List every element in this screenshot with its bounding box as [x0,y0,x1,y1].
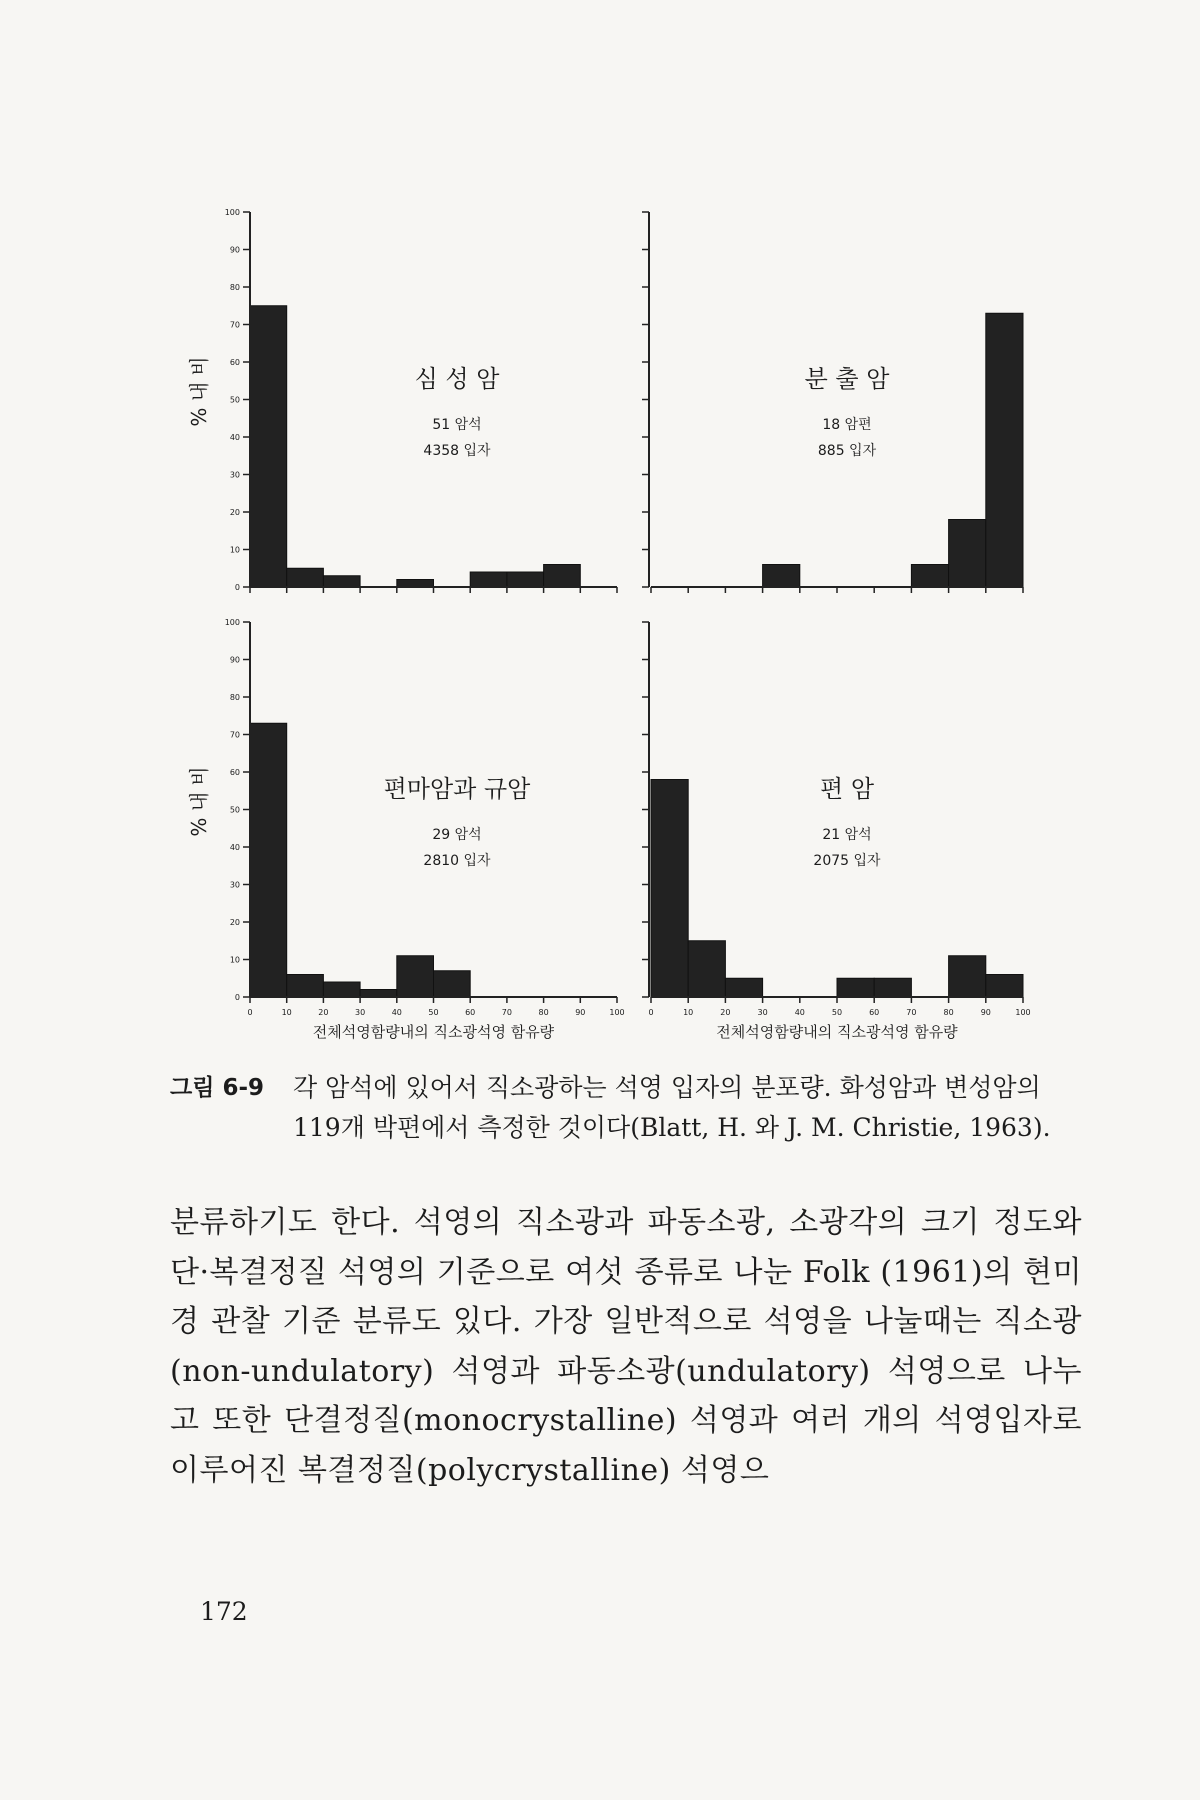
panel-3-bar [434,971,471,997]
panel-4-x-tick-label: 20 [720,1008,731,1017]
panel-3-bar [397,956,434,997]
body-paragraph: 분류하기도 한다. 석영의 직소광과 파동소광, 소광각의 크기 정도와 단·복결정질 석영의 기준으로 여섯 종류로 나눈 Folk (1961)의 현미경 관찰 기준 분류도 있다. 가장 일반적으로 석영을 나눌때는 직소광(non-undulatory) 석영과 파동소광(undulatory) 석영으로 나누고 또한 단결정질(monocrystalline) 석영과 여러 개의 석영입자로 이루어진 복결정질(polycrystalline) 석영으 [170,1205,1082,1488]
panel-3-x-axis-label: 전체석영함량내의 직소광석영 함유량 [312,1023,555,1041]
panel-1-bar [507,572,544,587]
panel-3-y-tick-label: 80 [229,693,240,702]
panel-4-bar [688,941,725,997]
panel-3-y-tick-label: 70 [229,730,240,740]
panel-4-x-tick-label: 40 [794,1008,805,1017]
page-number: 172 [200,1597,248,1626]
panel-4-bar [725,978,762,997]
panel-4-x-axis-label: 전체석영함량내의 직소광석영 함유량 [716,1023,958,1041]
panel-4-x-tick-label: 80 [943,1008,954,1017]
panel-1-y-tick-label: 80 [229,283,240,292]
panel-4-info-line: 21 암석 [822,827,872,843]
panel-1-bar [544,565,581,588]
panel-3-y-axis-label: % 내 비 [187,766,211,837]
panel-4-bar [651,780,688,998]
panel-3-x-tick-label: 30 [355,1008,366,1017]
panel-4-x-tick-label: 60 [869,1008,880,1017]
panel-3-y-tick-label: 30 [229,880,240,890]
panel-3-x-tick-label: 100 [609,1008,625,1017]
panel-4-x-tick-label: 50 [831,1008,843,1017]
panel-3-info-line: 29 암석 [432,827,482,843]
panel-4-bar [949,956,986,997]
panel-1-y-tick-label: 0 [234,583,240,592]
panel-3-x-tick-label: 20 [318,1008,329,1017]
panel-4-info-line: 2075 입자 [813,853,881,869]
panel-4-x-tick-label: 100 [1015,1008,1031,1017]
panel-3-y-tick-label: 100 [224,618,240,627]
panel-3-y-tick-label: 0 [234,993,240,1002]
panel-1-bar [250,306,287,587]
panel-4-bar [874,978,911,997]
panel-1-bar [287,568,324,587]
panel-3-y-tick-label: 10 [229,955,240,965]
panel-1-bar [397,580,434,588]
figure-caption-text: 각 암석에 있어서 직소광하는 석영 입자의 분포량. 화성암과 변성암의 119개 박편에서 측정한 것이다(Blatt, H. 와 J. M. Christie, 1963). [293,1073,1051,1142]
panel-3-x-tick-label: 40 [391,1008,402,1017]
panel-3-bar [360,990,397,998]
panel-3-bar [323,982,360,997]
panel-1-y-axis-label: % 내 비 [187,356,211,427]
panel-3-y-tick-label: 50 [229,805,240,815]
panel-4-title: 편 암 [820,775,874,803]
panel-4-x-tick-label: 90 [980,1008,991,1017]
panel-1-y-tick-label: 50 [229,395,240,405]
panel-1-y-tick-label: 40 [229,433,240,442]
panel-2-info-line: 18 암편 [822,417,872,433]
panel-1-title: 심 성 암 [414,365,500,393]
panel-1-info-line: 4358 입자 [423,443,491,459]
panel-2-bar [986,313,1023,587]
panel-4-bar [837,978,874,997]
panel-1-y-tick-label: 70 [229,320,240,330]
panel-3-y-tick-label: 90 [229,655,240,665]
panel-2-bar [763,565,800,588]
panel-3-x-tick-label: 80 [538,1008,549,1017]
panel-1-y-tick-label: 20 [229,508,240,517]
figure-caption-number: 그림 6-9 [170,1075,264,1101]
panel-1-y-tick-label: 60 [229,358,240,367]
panel-3-x-tick-label: 70 [501,1008,512,1017]
panel-4-bar [986,975,1023,998]
panel-3-y-tick-label: 20 [229,918,240,927]
panel-4-x-tick-label: 70 [906,1008,917,1017]
figure-caption [170,1068,1090,1148]
panel-2-title: 분 출 암 [804,365,890,393]
panel-3-bar [287,975,324,998]
panel-3-info-line: 2810 입자 [423,853,491,869]
panel-3-y-tick-label: 40 [229,843,240,852]
panel-2-bar [911,565,948,588]
panel-4-x-tick-label: 0 [648,1008,654,1017]
panel-3-x-tick-label: 60 [465,1008,476,1017]
panel-3-x-tick-label: 10 [281,1008,292,1017]
panel-1-info-line: 51 암석 [432,417,482,433]
panel-1-bar [323,576,360,587]
panel-1-y-tick-label: 100 [224,208,240,217]
panel-3-y-tick-label: 60 [229,768,240,777]
panel-3-title: 편마암과 규암 [383,775,531,803]
panel-1-y-tick-label: 30 [229,470,240,480]
panel-3-x-tick-label: 90 [575,1008,586,1017]
panel-2-bar [949,520,986,588]
panel-1-y-tick-label: 90 [229,245,240,255]
panel-3-x-tick-label: 50 [428,1008,439,1017]
panel-1-bar [470,572,507,587]
panel-1-y-tick-label: 10 [229,545,240,555]
panel-4-x-tick-label: 10 [683,1008,694,1017]
panel-4-x-tick-label: 30 [757,1008,768,1017]
panel-2-info-line: 885 입자 [817,443,877,459]
panel-3-x-tick-label: 0 [247,1008,253,1017]
panel-3-bar [250,723,287,997]
